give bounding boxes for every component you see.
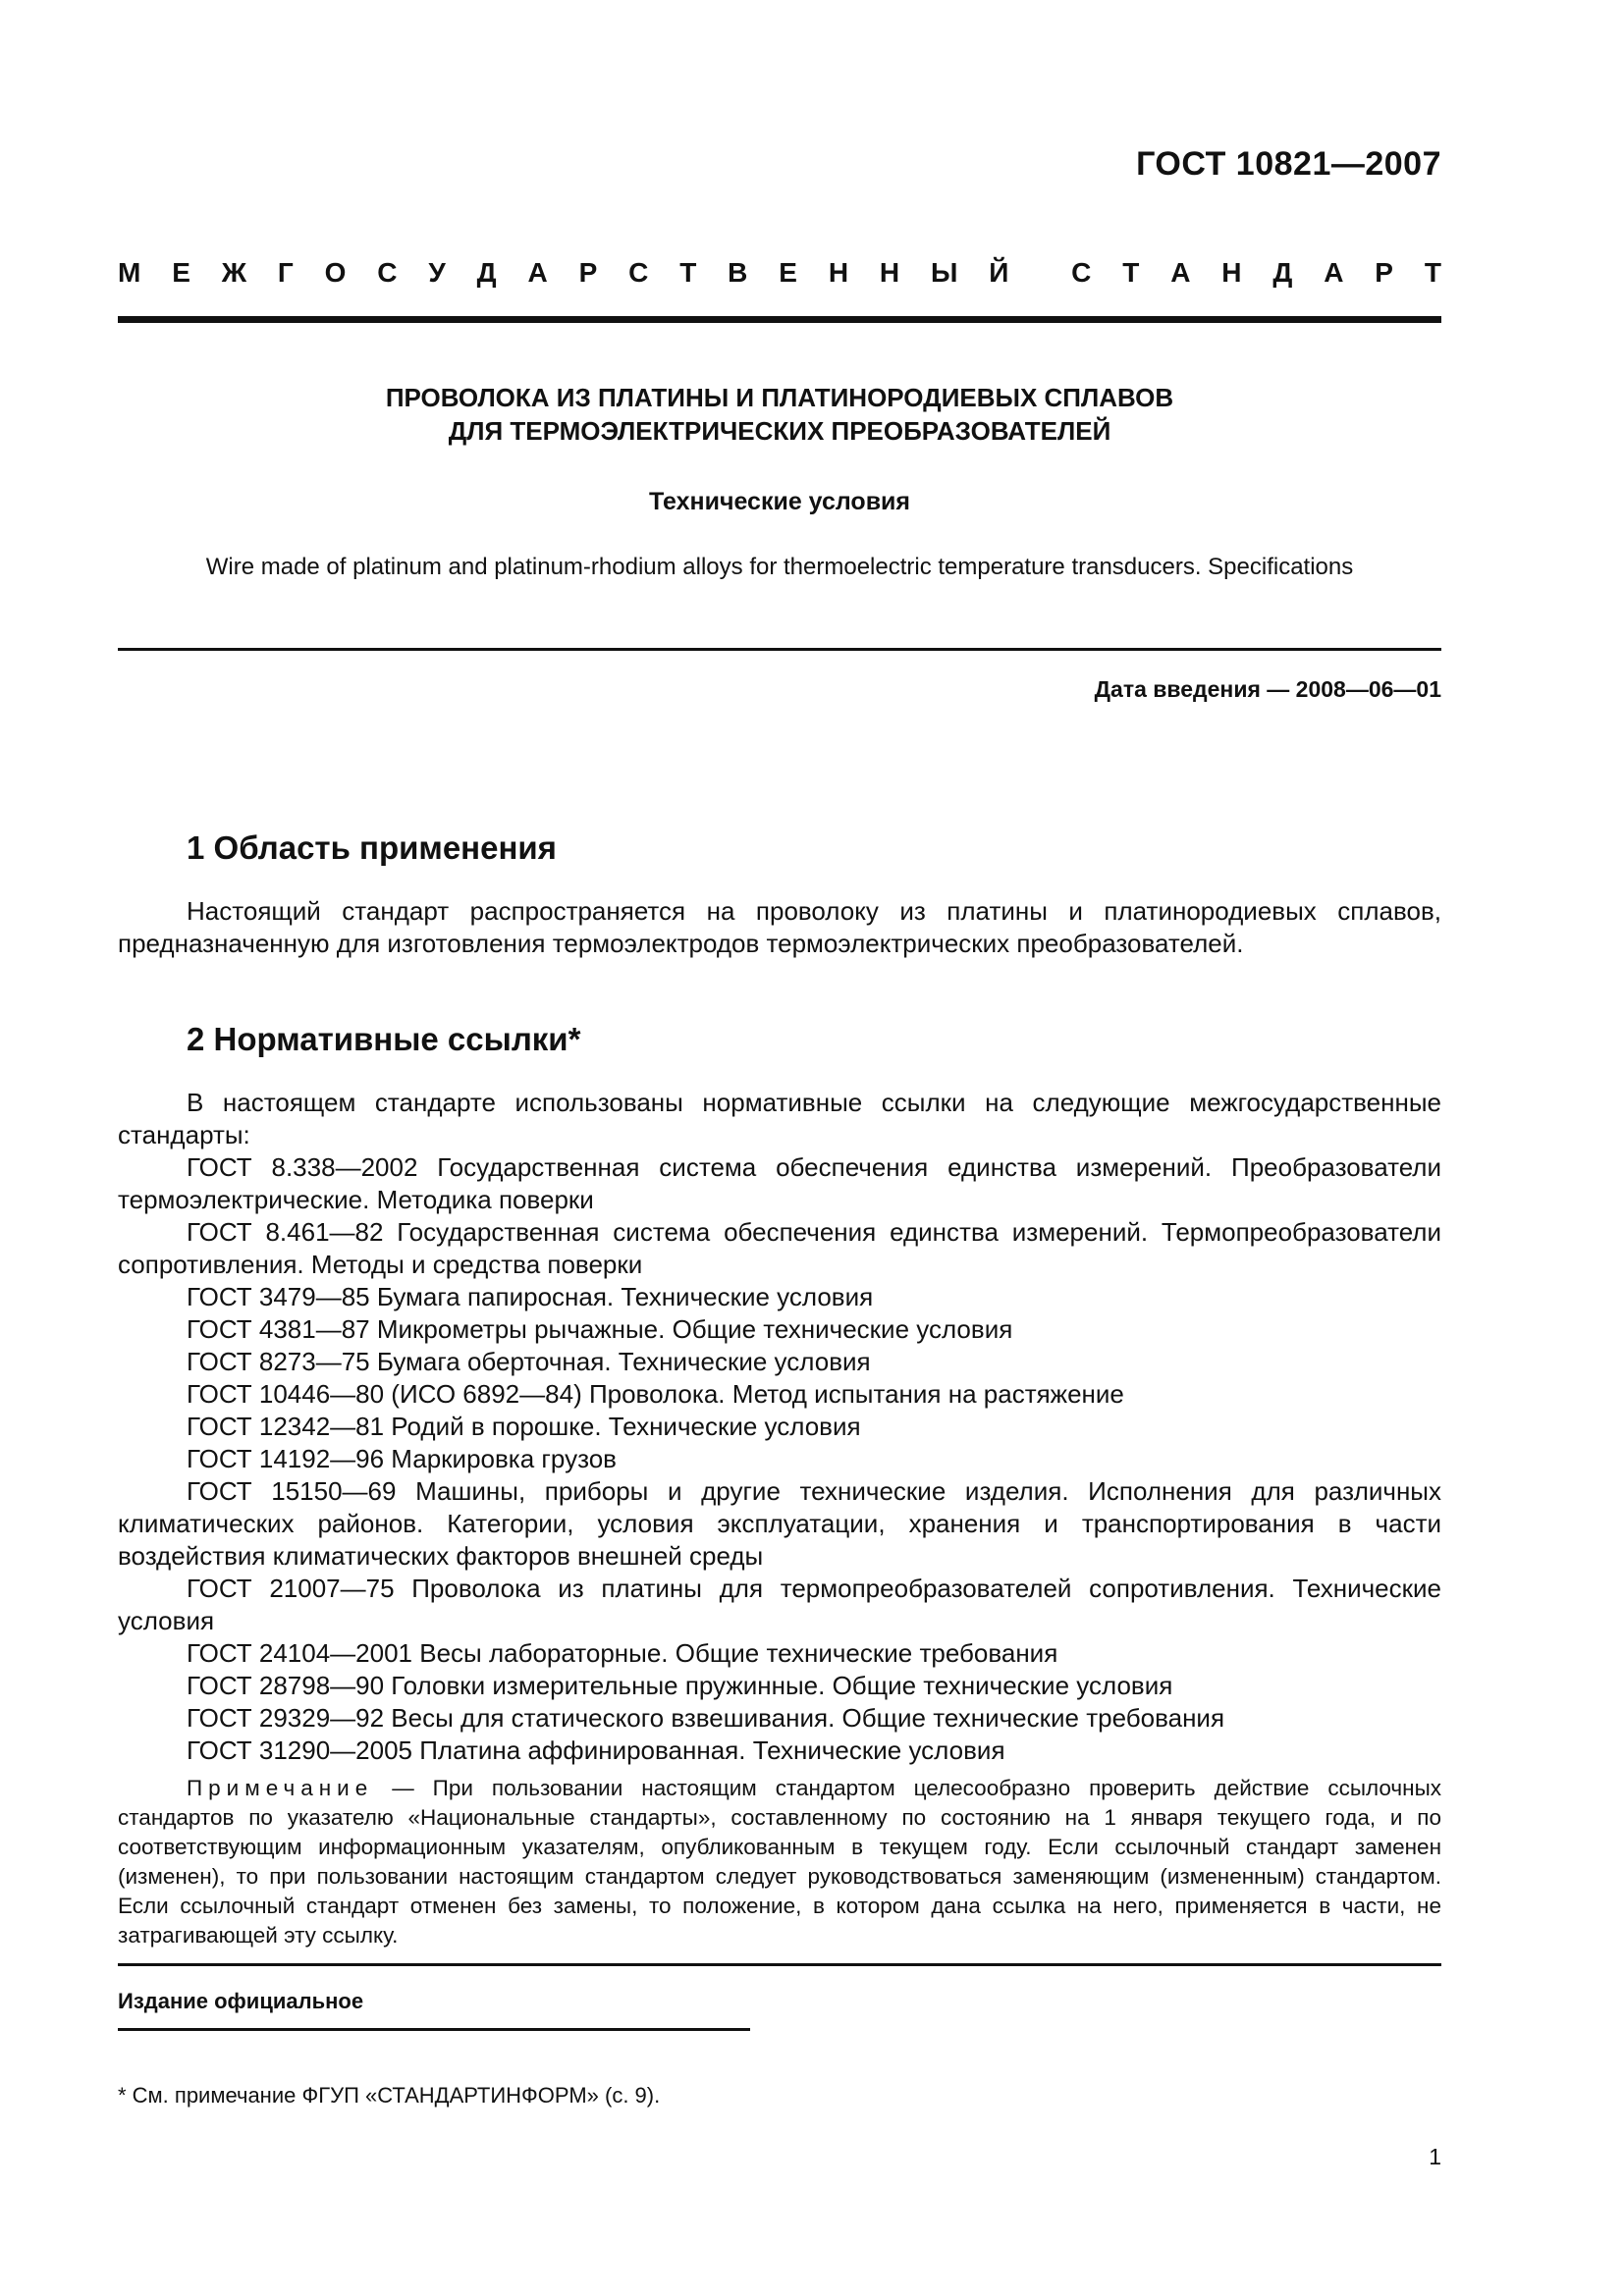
- banner-letter: Д: [1272, 257, 1293, 288]
- banner-letter: Т: [679, 257, 697, 288]
- banner-letter: Е: [172, 257, 190, 288]
- section-2-heading: 2 Нормативные ссылки*: [187, 1021, 581, 1057]
- introduction-date: Дата введения — 2008—06—01: [1094, 676, 1441, 702]
- banner-letter: Е: [779, 257, 797, 288]
- banner-letter: Д: [476, 257, 497, 288]
- banner-letter: С: [377, 257, 398, 288]
- page-number: 1: [1429, 2144, 1441, 2169]
- banner-letter: Т: [1122, 257, 1140, 288]
- reference-item: ГОСТ 12342—81 Родий в порошке. Технические условия: [187, 1412, 861, 1441]
- section-1-text: [118, 895, 1441, 960]
- title-line-2: ДЛЯ ТЕРМОЭЛЕКТРИЧЕСКИХ ПРЕОБРАЗОВАТЕЛЕЙ: [448, 416, 1111, 446]
- footer-rule: [118, 1963, 1441, 1966]
- banner-letter: Р: [1375, 257, 1393, 288]
- english-title: Wire made of platinum and platinum-rhodium alloys for thermoelectric temperature transducers. Specifications: [205, 554, 1354, 580]
- banner-letter: Г: [277, 257, 294, 288]
- banner-letter: Н: [828, 257, 849, 288]
- title-rule: [118, 648, 1441, 651]
- banner-letter: М: [118, 257, 141, 288]
- banner-letter: Н: [1221, 257, 1242, 288]
- banner-letter: В: [728, 257, 748, 288]
- banner-letter: Й: [989, 257, 1009, 288]
- reference-item: ГОСТ 28798—90 Головки измерительные пружинные. Общие технические условия: [187, 1671, 1173, 1700]
- note-lead: Примечание: [187, 1776, 374, 1800]
- reference-item: ГОСТ 21007—75 Проволока из платины для термопреобразователей сопротивления. Технические условия: [118, 1574, 1441, 1635]
- reference-item: ГОСТ 4381—87 Микрометры рычажные. Общие технические условия: [187, 1314, 1013, 1344]
- reference-item: ГОСТ 10446—80 (ИСО 6892—84) Проволока. Метод испытания на растяжение: [187, 1379, 1124, 1409]
- reference-item: ГОСТ 8.338—2002 Государственная система обеспечения единства измерений. Преобразователи термоэлектрические. Методика поверки: [118, 1152, 1441, 1214]
- reference-list: [118, 1151, 1441, 1767]
- reference-item: ГОСТ 29329—92 Весы для статического взвешивания. Общие технические требования: [187, 1703, 1225, 1733]
- banner-letter: Р: [578, 257, 598, 288]
- section-1-heading: 1 Область применения: [187, 829, 557, 866]
- reference-item: ГОСТ 3479—85 Бумага папиросная. Технические условия: [187, 1282, 874, 1311]
- reference-item: ГОСТ 15150—69 Машины, приборы и другие технические изделия. Исполнения для различных климатических районов. Категории, условия эксплуатации, хранения и транспортирования в части воздействия климатических факторов внешней среды: [118, 1476, 1441, 1571]
- reference-item: ГОСТ 14192—96 Маркировка грузов: [187, 1444, 617, 1473]
- note-text: — При пользовании настоящим стандартом целесообразно проверить действие ссылочных стандартов по указателю «Национальные стандарты», составленному по состоянию на 1 января текущего года, и по соответствующим информационным указателям, опубликованным в текущем году. Если ссылочный стандарт заменен (изменен), то при пользовании настоящим стандартом следует руководствоваться заменяющим (измененным) стандартом. Если ссылочный стандарт отменен без замены, то положение, в котором дана ссылка на него, применяется в части, не затрагивающей эту ссылку.: [118, 1776, 1441, 1948]
- banner-letter: Т: [1424, 257, 1441, 288]
- header-rule: [118, 316, 1441, 323]
- footnote-rule: [118, 2028, 750, 2031]
- banner-letter: Ж: [221, 257, 247, 288]
- section-2-intro: В настоящем стандарте использованы нормативные ссылки на следующие межгосударственные стандарты:: [118, 1088, 1441, 1149]
- document-subtitle: Технические условия: [648, 488, 911, 515]
- banner-letter: Ы: [931, 257, 958, 288]
- interstate-standard-banner: [118, 257, 1441, 289]
- section-1-paragraph: Настоящий стандарт распространяется на проволоку из платины и платинородиевых сплавов, предназначенную для изготовления термоэлектродов термоэлектрических преобразователей.: [118, 896, 1441, 958]
- reference-item: ГОСТ 31290—2005 Платина аффинированная. Технические условия: [187, 1735, 1005, 1765]
- banner-letter: С: [628, 257, 649, 288]
- standard-number: ГОСТ 10821—2007: [1136, 145, 1441, 183]
- reference-item: ГОСТ 24104—2001 Весы лабораторные. Общие технические требования: [187, 1638, 1058, 1668]
- document-title: [118, 381, 1441, 448]
- reference-note: [118, 1774, 1441, 1950]
- banner-letter: С: [1071, 257, 1092, 288]
- banner-letter: А: [527, 257, 548, 288]
- official-edition-label: Издание официальное: [118, 1989, 364, 2013]
- title-line-1: ПРОВОЛОКА ИЗ ПЛАТИНЫ И ПЛАТИНОРОДИЕВЫХ СПЛАВОВ: [385, 383, 1174, 412]
- reference-item: ГОСТ 8.461—82 Государственная система обеспечения единства измерений. Термопреобразователи сопротивления. Методы и средства поверки: [118, 1217, 1441, 1279]
- banner-letter: У: [428, 257, 446, 288]
- banner-letter: О: [324, 257, 347, 288]
- footnote: * См. примечание ФГУП «СТАНДАРТИНФОРМ» (с. 9).: [118, 2083, 661, 2108]
- section-2-body: [118, 1087, 1441, 1767]
- banner-letter: Н: [879, 257, 900, 288]
- reference-item: ГОСТ 8273—75 Бумага оберточная. Технические условия: [187, 1347, 871, 1376]
- banner-letter: А: [1324, 257, 1344, 288]
- banner-letter: А: [1170, 257, 1191, 288]
